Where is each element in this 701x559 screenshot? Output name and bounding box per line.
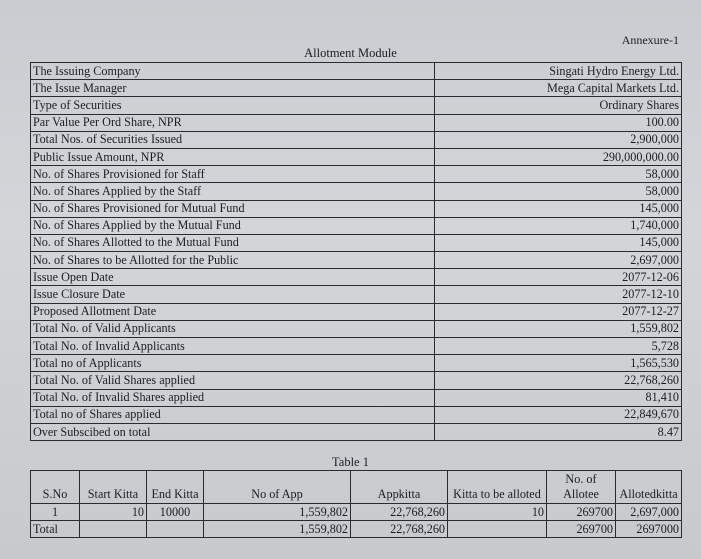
summary-value: 2077-12-06 [434,269,681,286]
summary-row [31,269,682,286]
summary-label: Issue Closure Date [31,286,435,303]
summary-value: 1,565,530 [434,355,681,372]
summary-row [31,355,682,372]
summary-label: No. of Shares Applied by the Mutual Fund [31,217,435,234]
cell-no-of-app: 1,559,802 [204,504,351,521]
total-end-kitta [147,521,204,538]
summary-row [31,234,682,251]
summary-value: 8.47 [434,423,681,440]
summary-label: Total Nos. of Securities Issued [31,131,435,148]
allotment-header-row [31,471,682,504]
summary-row [31,286,682,303]
summary-row [31,252,682,269]
summary-label: Total No. of Invalid Applicants [31,338,435,355]
summary-label: The Issuing Company [31,63,435,80]
summary-label: Total no of Shares applied [31,406,435,423]
summary-value: 2,900,000 [434,131,681,148]
cell-start-kitta: 10 [80,504,147,521]
header-sno: S.No [31,471,80,504]
summary-label: No. of Shares Provisioned for Mutual Fund [31,200,435,217]
summary-row [31,338,682,355]
summary-label: Public Issue Amount, NPR [31,148,435,165]
allotment-total-row [31,521,682,538]
summary-row [31,217,682,234]
cell-no-of-allotee: 269700 [547,504,616,521]
summary-value: 1,559,802 [434,320,681,337]
summary-label: Total No. of Invalid Shares applied [31,389,435,406]
summary-row [31,148,682,165]
summary-row [31,97,682,114]
summary-label: Par Value Per Ord Share, NPR [31,114,435,131]
summary-row [31,372,682,389]
summary-value: Mega Capital Markets Ltd. [434,80,681,97]
summary-label: No. of Shares Applied by the Staff [31,183,435,200]
allotment-row [31,504,682,521]
header-end-kitta: End Kitta [147,471,204,504]
summary-value: 22,768,260 [434,372,681,389]
allotment-table [30,470,682,538]
summary-label: Total No. of Valid Applicants [31,320,435,337]
module-title: Allotment Module [304,46,397,60]
cell-sno: 1 [31,504,80,521]
summary-label: Total No. of Valid Shares applied [31,372,435,389]
header-start-kitta: Start Kitta [80,471,147,504]
cell-kitta-to-be-alloted: 10 [448,504,547,521]
summary-value: Ordinary Shares [434,97,681,114]
summary-row [31,166,682,183]
summary-row [31,320,682,337]
summary-label: No. of Shares Provisioned for Staff [31,166,435,183]
summary-value: 2,697,000 [434,252,681,269]
summary-value: 2077-12-27 [434,303,681,320]
summary-value: 290,000,000.00 [434,148,681,165]
summary-label: Issue Open Date [31,269,435,286]
total-appkitta: 22,768,260 [351,521,448,538]
summary-label: No. of Shares to be Allotted for the Public [31,252,435,269]
summary-value: 1,740,000 [434,217,681,234]
summary-row [31,200,682,217]
header-no-of-app: No of App [204,471,351,504]
total-start-kitta [80,521,147,538]
summary-row [31,80,682,97]
header-no-of-allotee: No. of Allotee [547,471,616,504]
summary-value: 5,728 [434,338,681,355]
summary-value: 145,000 [434,200,681,217]
summary-value: 22,849,670 [434,406,681,423]
summary-row [31,303,682,320]
summary-label: The Issue Manager [31,80,435,97]
summary-table [30,62,682,441]
summary-row [31,131,682,148]
summary-value: 58,000 [434,183,681,200]
summary-label: Total no of Applicants [31,355,435,372]
summary-label: Proposed Allotment Date [31,303,435,320]
summary-row [31,423,682,440]
header-allotedkitta: Allotedkitta [616,471,682,504]
summary-row [31,389,682,406]
summary-value: Singati Hydro Energy Ltd. [434,63,681,80]
summary-value: 100.00 [434,114,681,131]
summary-value: 145,000 [434,234,681,251]
summary-row [31,183,682,200]
total-allotedkitta: 2697000 [616,521,682,538]
summary-row [31,63,682,80]
summary-row [31,114,682,131]
total-no-of-app: 1,559,802 [204,521,351,538]
total-label: Total [31,521,80,538]
summary-value: 81,410 [434,389,681,406]
total-kitta-to-be-alloted [448,521,547,538]
summary-label: Over Subscibed on total [31,423,435,440]
cell-end-kitta: 10000 [147,504,204,521]
header-kitta-to-be-alloted: Kitta to be alloted [448,471,547,504]
annexure-label: Annexure-1 [621,33,679,47]
header-appkitta: Appkitta [351,471,448,504]
summary-value: 58,000 [434,166,681,183]
cell-appkitta: 22,768,260 [351,504,448,521]
summary-row [31,406,682,423]
summary-label: Type of Securities [31,97,435,114]
cell-allotedkitta: 2,697,000 [616,504,682,521]
summary-value: 2077-12-10 [434,286,681,303]
summary-label: No. of Shares Allotted to the Mutual Fund [31,234,435,251]
table1-caption: Table 1 [332,455,369,469]
total-no-of-allotee: 269700 [547,521,616,538]
